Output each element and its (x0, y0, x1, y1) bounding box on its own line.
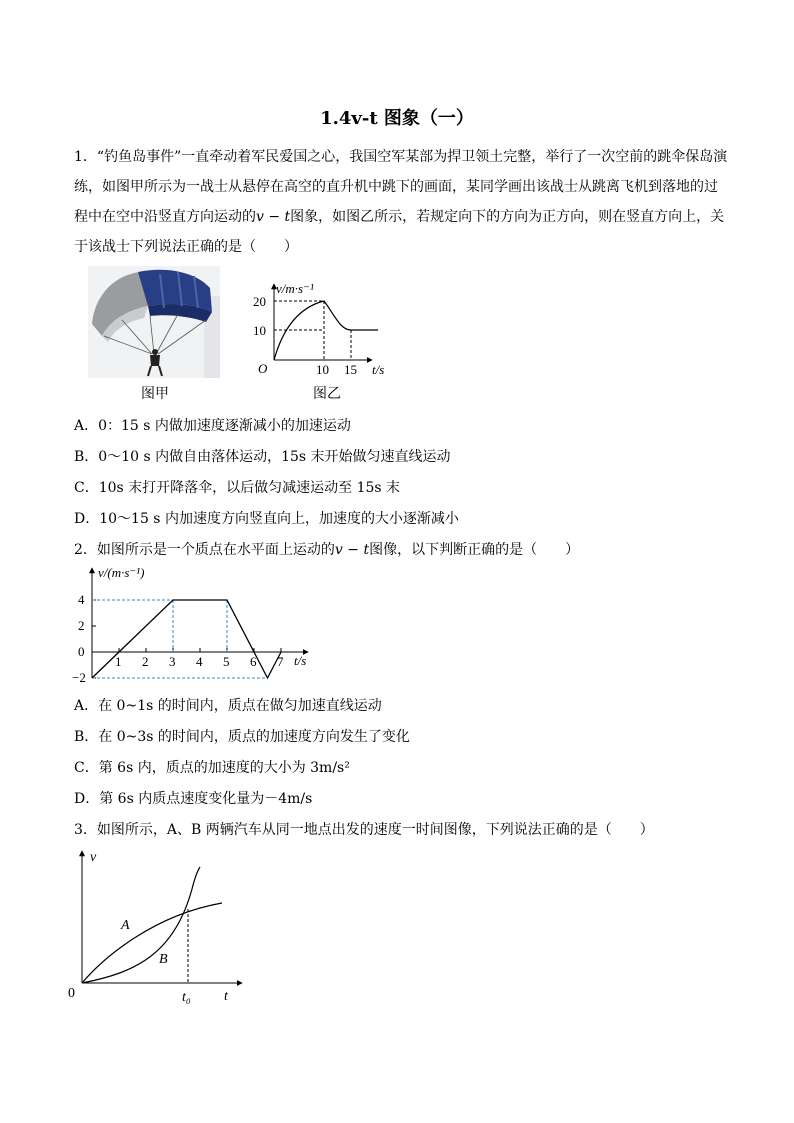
x-tick-label: 3 (169, 654, 176, 669)
question-1-stem (74, 142, 734, 262)
page-title: 1.4v-t 图象（一） (320, 108, 474, 129)
option-b: B．在 0~3s 的时间内，质点的加速度方向发生了变化 (74, 729, 410, 745)
x-tick-label: 5 (223, 654, 230, 669)
x-tick-label: 6 (250, 654, 257, 669)
vt-symbol: v − t (334, 542, 370, 558)
option-d: D．第 6s 内质点速度变化量为－4m/s (74, 791, 313, 807)
y-tick-label: 20 (253, 294, 266, 309)
stem-line: 于该战士下列说法正确的是（ ） (74, 239, 298, 255)
q3-vt-graph (64, 845, 254, 1007)
stem-line: 1．“钓鱼岛事件”一直牵动着军民爱国之心，我国空军某部为捍卫领土完整，举行了一次空前的跳伞保岛演 (74, 149, 728, 165)
x-tick-label: 2 (142, 654, 149, 669)
option-a: A．0：15 s 内做加速度逐渐减小的加速运动 (74, 418, 351, 434)
y-tick-label: 0 (78, 644, 85, 659)
vt-symbol: v − t (256, 209, 291, 225)
x-tick-label: 4 (196, 654, 203, 669)
y-tick-label: 2 (78, 618, 85, 633)
curve-a (82, 903, 222, 983)
option-d: D．10～15 s 内加速度方向竖直向上，加速度的大小逐渐减小 (74, 511, 459, 527)
y-tick-label: 10 (253, 323, 266, 338)
y-axis-label: v (90, 850, 97, 865)
q1-vt-graph (250, 280, 400, 380)
x-axis-label: t (224, 989, 228, 1004)
x-axis-label: t/s (372, 362, 385, 377)
y-tick-label: 4 (78, 592, 85, 607)
curve-b (82, 867, 200, 983)
question-3-stem: 3．如图所示，A、B 两辆汽车从同一地点出发的速度一时间图像，下列说法正确的是（ ） (74, 822, 654, 838)
x-tick-label: 15 (344, 362, 357, 377)
question-2-stem: 2．如图所示是一个质点在水平面上运动的v − t图像，以下判断正确的是（ ） (74, 542, 580, 558)
option-c: C．第 6s 内，质点的加速度的大小为 3m/s² (74, 760, 350, 776)
option-c: C．10s 末打开降落伞，以后做匀减速运动至 15s 末 (74, 480, 401, 496)
x-tick-label: 1 (115, 654, 122, 669)
origin-label: O (258, 361, 268, 376)
figure-b-caption: 图乙 (313, 386, 341, 402)
stem-line: 练，如图甲所示为一战士从悬停在高空的直升机中跳下的画面，某同学画出该战士从跳离飞机到落地的过 (74, 179, 718, 195)
x-axis-label: t/s (294, 653, 307, 668)
origin-label: 0 (68, 986, 75, 1001)
curve-a-label: A (121, 918, 130, 933)
y-axis-label: v/(m·s⁻¹) (98, 565, 145, 580)
figure-a-caption: 图甲 (141, 386, 169, 402)
q2-vt-graph (70, 562, 320, 688)
curve-b-label: B (159, 952, 168, 967)
y-axis-label: v/m·s⁻¹ (276, 281, 314, 296)
x-tick-label: 10 (316, 362, 329, 377)
t0-tick-label: t₀ (182, 990, 191, 1005)
x-tick-label: 7 (277, 654, 284, 669)
stem-line: 程中在空中沿竖直方向运动的v − t图象，如图乙所示，若规定向下的方向为正方向，则在竖直方向上，关 (74, 209, 725, 225)
parachutist-image (88, 266, 220, 378)
option-b: B．0～10 s 内做自由落体运动，15s 末开始做匀速直线运动 (74, 449, 451, 465)
y-tick-label: −2 (72, 670, 86, 685)
option-a: A．在 0~1s 的时间内，质点在做匀加速直线运动 (74, 698, 382, 714)
